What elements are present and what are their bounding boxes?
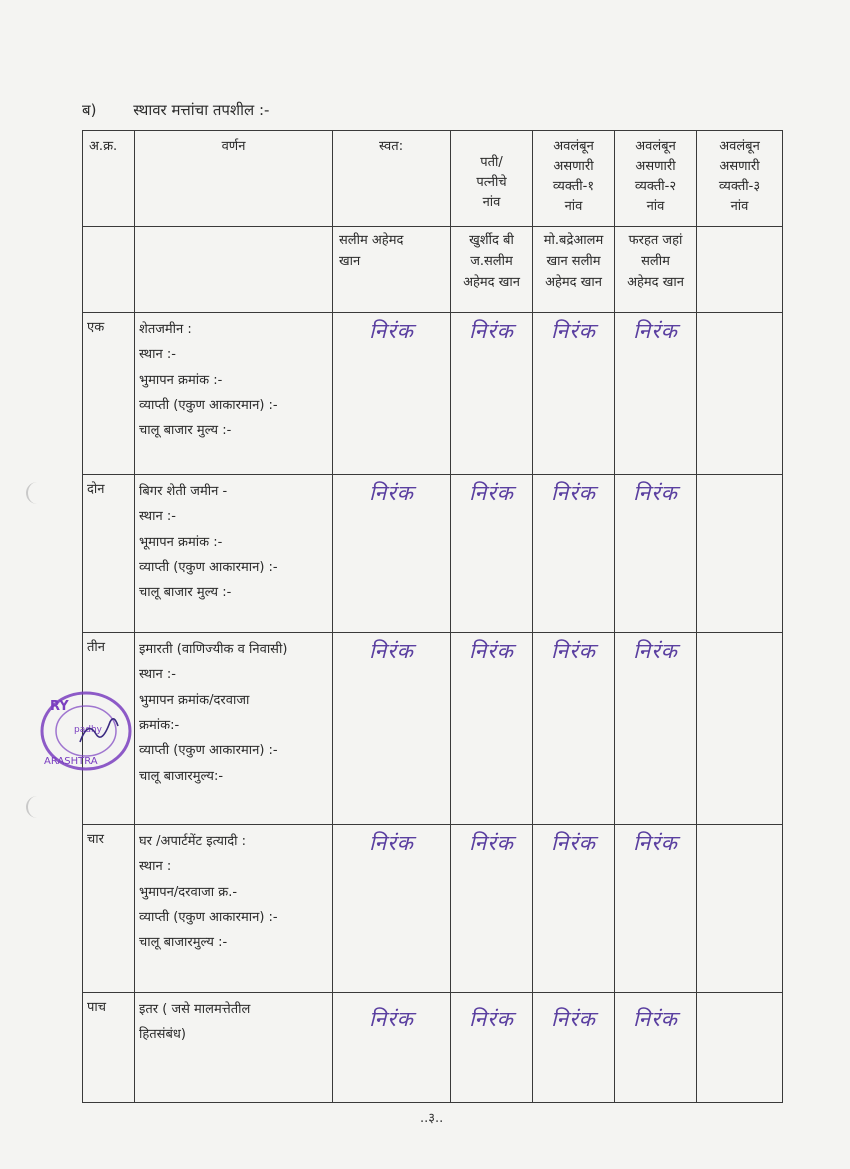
names-row-serial: [83, 227, 135, 313]
row-serial: चार: [83, 825, 135, 993]
desc-line: स्थान :-: [139, 509, 176, 525]
col-header-serial: अ.क्र.: [83, 131, 135, 227]
desc-line: स्थान :-: [139, 667, 176, 683]
name-line: खान: [339, 253, 361, 269]
row-serial: एक: [83, 313, 135, 475]
desc-line: क्रमांक:-: [139, 718, 180, 734]
header-line: नांव: [564, 199, 583, 215]
names-row-description: [135, 227, 333, 313]
desc-line: स्थान :: [139, 859, 172, 875]
name-self: [333, 227, 451, 313]
value-spouse: [451, 313, 533, 475]
stamp-text-bottom: ARASHTRA: [44, 756, 98, 767]
header-line: अवलंबून: [553, 139, 594, 154]
asset-row-3: [83, 633, 783, 825]
nil-entry: निरंक: [469, 639, 514, 663]
col-header-dependent-2: [615, 131, 697, 227]
desc-line: चालू बाजार मुल्य :-: [139, 423, 232, 439]
value-self: [333, 313, 451, 475]
name-line: अहेमद खान: [463, 274, 520, 290]
header-line: नांव: [730, 199, 749, 215]
nil-entry: निरंक: [633, 319, 678, 343]
value-dependent-2: [615, 633, 697, 825]
value-dependent-2: [615, 993, 697, 1103]
row-description: [135, 633, 333, 825]
row-serial: दोन: [83, 475, 135, 633]
punch-hole: [26, 796, 40, 818]
nil-entry: निरंक: [551, 831, 596, 855]
desc-line: हितसंबंध): [139, 1027, 186, 1043]
name-dependent-1: [533, 227, 615, 313]
value-dependent-1: [533, 633, 615, 825]
header-line: व्यक्ती-२: [634, 179, 677, 195]
section-heading: [82, 100, 269, 120]
nil-entry: निरंक: [369, 639, 414, 663]
header-line: असणारी: [719, 159, 760, 175]
section-prefix: ब): [82, 101, 97, 119]
desc-line: शेतजमीन :: [139, 322, 192, 337]
desc-line: बिगर शेती जमीन -: [139, 484, 228, 499]
stamp-text-mid: padhy: [74, 725, 102, 735]
nil-entry: निरंक: [469, 831, 514, 855]
nil-entry: निरंक: [633, 639, 678, 663]
value-dependent-3: [697, 993, 783, 1103]
value-dependent-3: [697, 825, 783, 993]
value-spouse: [451, 633, 533, 825]
value-dependent-1: [533, 475, 615, 633]
nil-entry: निरंक: [469, 319, 514, 343]
name-line: अहेमद खान: [545, 274, 602, 290]
nil-entry: निरंक: [551, 481, 596, 505]
nil-entry: निरंक: [551, 639, 596, 663]
name-line: खान सलीम: [546, 253, 601, 269]
value-dependent-1: [533, 313, 615, 475]
name-line: अहेमद खान: [627, 274, 684, 290]
header-line: नांव: [482, 195, 501, 211]
nil-entry: निरंक: [369, 831, 414, 855]
value-dependent-3: [697, 633, 783, 825]
value-dependent-3: [697, 313, 783, 475]
desc-line: इतर ( जसे मालमत्तेतील: [139, 1002, 251, 1017]
desc-line: स्थान :-: [139, 347, 176, 363]
asset-row-5: [83, 993, 783, 1103]
desc-line: भुमापन क्रमांक :-: [139, 372, 223, 388]
header-line: पत्नीचे: [476, 175, 507, 191]
nil-entry: निरंक: [633, 481, 678, 505]
nil-entry: निरंक: [369, 481, 414, 505]
header-line: व्यक्ती-३: [718, 179, 761, 195]
header-row: [83, 131, 783, 227]
desc-line: व्याप्ती (एकुण आकारमान) :-: [139, 743, 278, 759]
desc-line: इमारती (वाणिज्यीक व निवासी): [139, 642, 288, 657]
header-line: असणारी: [553, 159, 594, 175]
asset-row-1: [83, 313, 783, 475]
nil-entry: निरंक: [551, 1007, 596, 1031]
header-line: असणारी: [635, 159, 676, 175]
desc-line: भूमापन क्रमांक :-: [139, 534, 223, 550]
name-line: खुर्शीद बी: [469, 233, 514, 248]
desc-line: चालू बाजारमुल्य :-: [139, 935, 228, 951]
col-header-spouse: [451, 131, 533, 227]
name-line: ज.सलीम: [470, 253, 513, 269]
nil-entry: निरंक: [551, 319, 596, 343]
header-line: नांव: [646, 199, 665, 215]
desc-line: व्याप्ती (एकुण आकारमान) :-: [139, 398, 278, 414]
desc-line: भुमापन/दरवाजा क्र.-: [139, 884, 238, 900]
value-dependent-2: [615, 825, 697, 993]
col-header-dependent-1: [533, 131, 615, 227]
row-description: [135, 475, 333, 633]
header-line: व्यक्ती-१: [552, 179, 595, 195]
header-line: अवलंबून: [635, 139, 676, 154]
row-serial: तीन: [83, 633, 135, 825]
desc-line: घर /अपार्टमेंट इत्यादी :: [139, 834, 247, 849]
value-self: [333, 825, 451, 993]
name-dependent-3: [697, 227, 783, 313]
col-header-description: वर्णन: [135, 131, 333, 227]
value-dependent-3: [697, 475, 783, 633]
value-dependent-2: [615, 475, 697, 633]
value-spouse: [451, 475, 533, 633]
row-serial: पाच: [83, 993, 135, 1103]
asset-row-4: [83, 825, 783, 993]
name-line: मो.बद्रेआलम: [543, 233, 604, 248]
nil-entry: निरंक: [369, 319, 414, 343]
value-dependent-1: [533, 825, 615, 993]
row-description: [135, 993, 333, 1103]
immovable-assets-table: [82, 130, 783, 1103]
name-line: सलीम अहेमद: [339, 233, 404, 248]
name-spouse: [451, 227, 533, 313]
col-header-dependent-3: [697, 131, 783, 227]
value-spouse: [451, 825, 533, 993]
header-line: पती/: [480, 155, 503, 170]
header-line: अवलंबून: [719, 139, 760, 154]
value-dependent-2: [615, 313, 697, 475]
nil-entry: निरंक: [633, 1007, 678, 1031]
name-dependent-2: [615, 227, 697, 313]
desc-line: भुमापन क्रमांक/दरवाजा: [139, 692, 250, 708]
desc-line: चालू बाजार मुल्य :-: [139, 585, 232, 601]
punch-hole: [26, 482, 40, 504]
value-self: [333, 993, 451, 1103]
value-spouse: [451, 993, 533, 1103]
section-title: स्थावर मत्तांचा तपशील :-: [133, 101, 270, 119]
page-number: ..३..: [420, 1111, 444, 1126]
asset-row-2: [83, 475, 783, 633]
row-description: [135, 313, 333, 475]
value-self: [333, 633, 451, 825]
value-dependent-1: [533, 993, 615, 1103]
col-header-self: स्वत:: [333, 131, 451, 227]
desc-line: व्याप्ती (एकुण आकारमान) :-: [139, 910, 278, 926]
nil-entry: निरंक: [633, 831, 678, 855]
official-stamp: [40, 690, 132, 772]
nil-entry: निरंक: [469, 1007, 514, 1031]
nil-entry: निरंक: [469, 481, 514, 505]
names-row: [83, 227, 783, 313]
stamp-text-top: RY: [50, 699, 69, 714]
name-line: सलीम: [641, 253, 670, 269]
name-line: फरहत जहां: [628, 233, 683, 248]
desc-line: चालू बाजारमुल्य:-: [139, 768, 224, 784]
desc-line: व्याप्ती (एकुण आकारमान) :-: [139, 560, 278, 576]
row-description: [135, 825, 333, 993]
nil-entry: निरंक: [369, 1007, 414, 1031]
value-self: [333, 475, 451, 633]
